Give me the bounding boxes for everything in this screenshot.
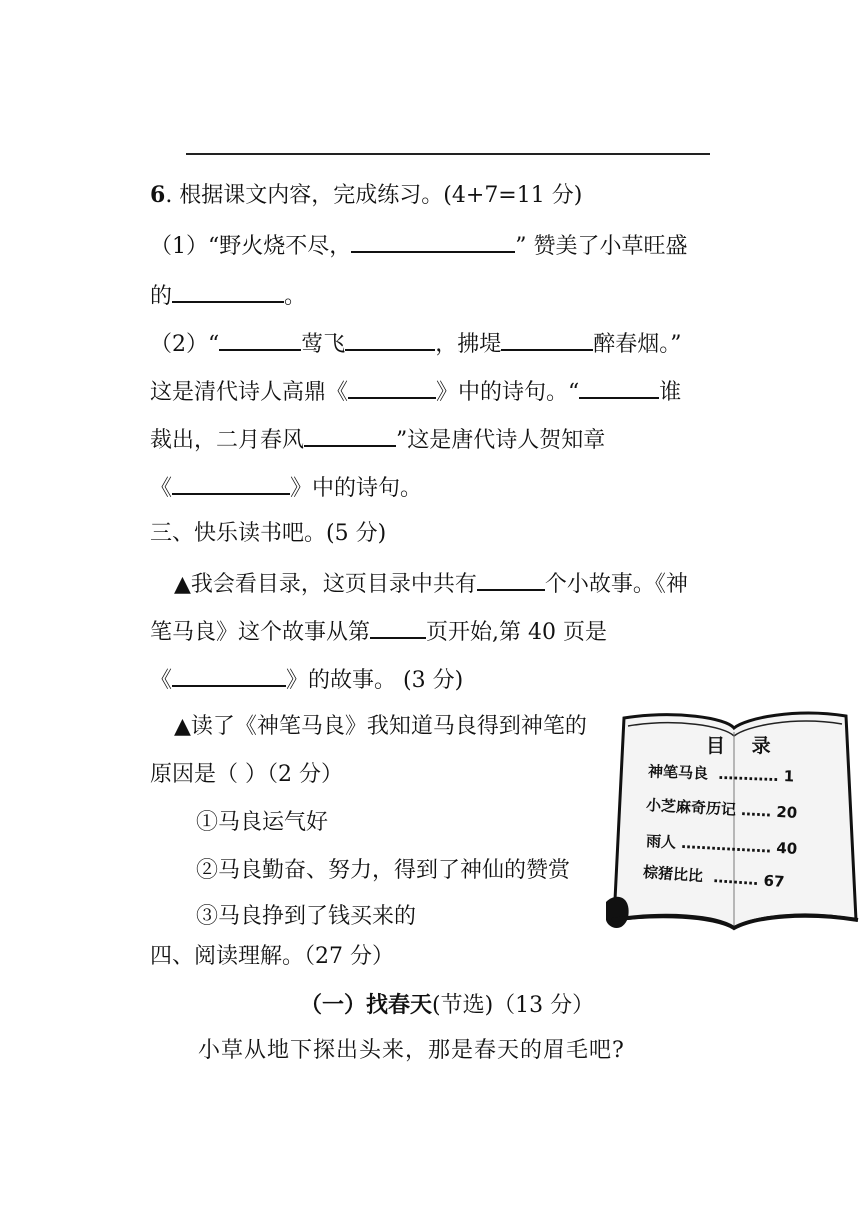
reading-passage-title — [300, 990, 594, 1021]
section-3-paragraph-2 — [150, 615, 607, 648]
text-segment: 》的故事。 (3 分) — [286, 668, 464, 693]
question-6-line-3 — [150, 327, 682, 360]
text-segment: （1）“野火烧不尽， — [150, 234, 352, 259]
section-3-paragraph-1 — [174, 567, 688, 600]
text-segment: ”这是唐代诗人贺知章 — [396, 428, 606, 453]
toc-entry-name: 雨人 — [645, 832, 677, 852]
fill-blank[interactable] — [501, 327, 593, 351]
toc-title: 目 录 — [706, 735, 781, 757]
toc-leader-dots: ……… — [712, 867, 759, 890]
toc-entry-page: 67 — [762, 871, 785, 891]
toc-entry-page: 20 — [775, 802, 798, 822]
text-segment: ，拂堤 — [435, 332, 502, 357]
text-segment: 页开始,第 40 页是 — [426, 620, 607, 645]
question-6-heading — [150, 180, 582, 211]
fill-blank[interactable] — [172, 663, 286, 687]
question-6-line-4 — [150, 375, 681, 408]
fill-blank[interactable] — [579, 375, 659, 399]
text-segment: （2）“ — [150, 332, 220, 357]
section-4-title: 四、阅读理解。（27 分） — [150, 944, 394, 969]
text-segment: 的 — [150, 284, 173, 309]
fill-blank[interactable] — [370, 615, 426, 639]
text-segment: ” 赞美了小草旺盛 — [515, 234, 688, 259]
toc-entry-page: 40 — [775, 838, 798, 858]
text-segment: 。 — [284, 284, 307, 309]
fill-blank[interactable] — [219, 327, 301, 351]
question-number: 6 — [150, 182, 166, 208]
question-6-line-5 — [150, 423, 605, 456]
text-segment: 《 — [150, 668, 173, 693]
question-6-line-1 — [150, 229, 688, 262]
fill-blank[interactable] — [304, 423, 396, 447]
reading-passage-text: 小草从地下探出头来，那是春天的眉毛吧? — [198, 1038, 625, 1063]
fill-blank[interactable] — [348, 375, 436, 399]
option-2[interactable]: ②马良勤奋、努力，得到了神仙的赞赏 — [196, 858, 571, 883]
toc-leader-dots: …… — [740, 801, 772, 821]
question-6-text: . 根据课文内容，完成练习。(4+7=11 分) — [165, 183, 583, 208]
top-divider-line — [186, 153, 710, 155]
toc-entry-name: 小芝麻奇历记 — [645, 796, 737, 819]
text-segment: 这是清代诗人高鼎《 — [150, 380, 349, 405]
toc-entry-name: 棕猪比比 — [642, 863, 704, 886]
option-3[interactable]: ③马良挣到了钱买来的 — [196, 904, 417, 929]
fill-blank[interactable] — [172, 279, 284, 303]
question-6-line-2 — [150, 279, 306, 312]
fill-blank[interactable] — [351, 229, 515, 253]
fill-blank[interactable] — [477, 567, 545, 591]
text-segment: 莺飞 — [301, 332, 346, 357]
section-3-paragraph-3 — [150, 663, 463, 696]
text-segment: 个小故事。《神 — [544, 572, 688, 597]
toc-entry-name: 神笔马良 — [647, 762, 709, 783]
toc-leader-dots: ……………… — [680, 833, 772, 857]
section-3-question-2: ▲读了《神笔马良》我知道马良得到神笔的 — [174, 714, 587, 739]
option-1[interactable]: ①马良运气好 — [196, 810, 329, 835]
passage-title-note: (节选)（13 分） — [432, 993, 595, 1018]
text-segment: 谁 — [659, 380, 682, 405]
section-3-title: 三、快乐读书吧。(5 分) — [150, 521, 387, 546]
text-segment: 裁出，二月春风 — [150, 428, 305, 453]
toc-leader-dots: ………… — [718, 764, 779, 785]
text-segment: 醉春烟。” — [593, 332, 682, 357]
text-segment: 笔马良》这个故事从第 — [150, 620, 371, 645]
section-3-question-2-cont: 原因是（ ）（2 分） — [150, 762, 343, 787]
text-segment: ▲我会看目录，这页目录中共有 — [174, 572, 477, 597]
passage-title-main: （一）找春天 — [300, 992, 433, 1018]
toc-entry-page: 1 — [783, 767, 795, 786]
text-segment: 》中的诗句。“ — [436, 380, 580, 405]
fill-blank[interactable] — [345, 327, 435, 351]
text-segment: 》中的诗句。 — [290, 476, 423, 501]
text-segment: 《 — [150, 476, 173, 501]
question-6-line-6 — [150, 471, 422, 504]
fill-blank[interactable] — [172, 471, 290, 495]
